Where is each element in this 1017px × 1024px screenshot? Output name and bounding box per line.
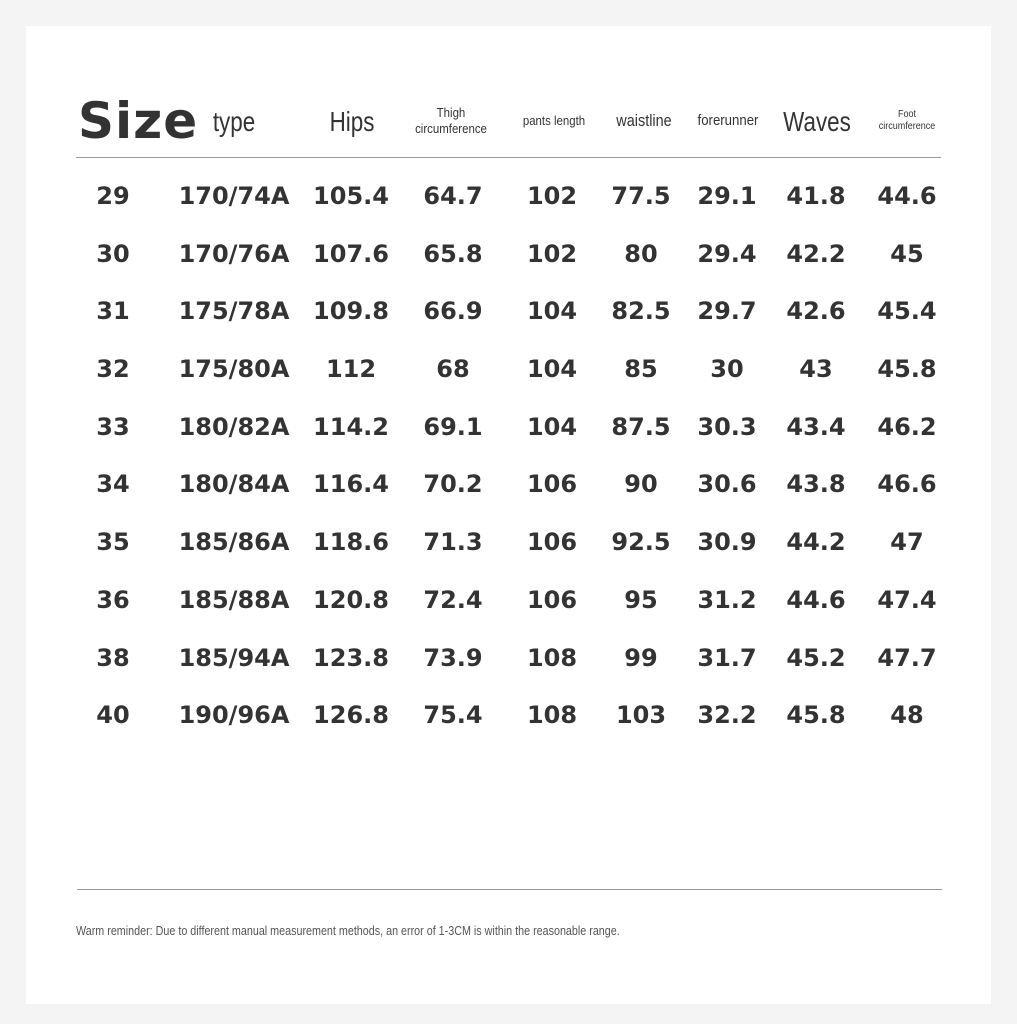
cell-thigh: 64.7 [423, 182, 483, 210]
warm-reminder-note: Warm reminder: Due to different manual measurement methods, an error of 1-3CM is within the reasonable range. [76, 924, 620, 938]
cell-size: 32 [96, 355, 130, 384]
cell-waistline: 103 [615, 701, 667, 730]
footer-divider [77, 889, 942, 890]
cell-hips: 118.6 [313, 528, 389, 557]
cell-pants-length: 104 [526, 355, 578, 384]
cell-waves: 43.4 [786, 412, 846, 441]
cell-thigh: 66.9 [423, 297, 483, 326]
cell-thigh: 72.4 [423, 585, 483, 614]
table-row [26, 687, 991, 745]
cell-pants-length: 104 [526, 297, 578, 326]
table-row [26, 456, 991, 514]
cell-thigh: 65.8 [423, 239, 483, 268]
cell-waistline: 82.5 [611, 297, 671, 326]
cell-foot: 47 [890, 528, 924, 557]
cell-waistline: 99 [624, 643, 658, 672]
cell-size: 30 [96, 239, 130, 268]
table-row [26, 572, 991, 630]
cell-foot: 45.4 [877, 297, 937, 326]
cell-waves: 45.8 [786, 701, 846, 730]
cell-waves: 44.2 [786, 528, 846, 557]
cell-waves: 44.6 [786, 585, 846, 614]
cell-forerunner: 30.3 [697, 412, 757, 441]
cell-waistline: 95 [624, 585, 658, 614]
cell-thigh: 68 [436, 355, 470, 384]
cell-pants-length: 104 [526, 412, 578, 441]
cell-waves: 42.2 [786, 239, 846, 268]
cell-hips: 107.6 [313, 239, 389, 268]
header-type: type [212, 105, 256, 137]
cell-hips: 112 [325, 355, 377, 384]
cell-thigh: 69.1 [423, 412, 483, 441]
header-waistline: waistline [616, 111, 672, 131]
table-row [26, 283, 991, 341]
cell-foot: 47.7 [877, 643, 937, 672]
cell-forerunner: 29.4 [697, 239, 757, 268]
cell-type: 185/88A [178, 585, 290, 614]
cell-type: 175/80A [178, 355, 290, 384]
cell-forerunner: 30.9 [697, 528, 757, 557]
cell-waistline: 80 [624, 239, 658, 268]
cell-waves: 43 [799, 355, 833, 384]
cell-size: 40 [96, 701, 130, 730]
cell-pants-length: 106 [526, 585, 578, 614]
cell-waves: 43.8 [786, 470, 846, 499]
cell-hips: 116.4 [313, 470, 389, 499]
cell-thigh: 71.3 [423, 528, 483, 557]
cell-type: 180/82A [178, 412, 290, 441]
cell-waistline: 87.5 [611, 412, 671, 441]
cell-hips: 123.8 [313, 643, 389, 672]
header-pants-length: pants length [522, 112, 586, 128]
cell-pants-length: 106 [526, 528, 578, 557]
cell-forerunner: 29.7 [697, 297, 757, 326]
header-forerunner: forerunner [697, 111, 759, 129]
cell-thigh: 73.9 [423, 643, 483, 672]
cell-pants-length: 108 [526, 701, 578, 730]
cell-foot: 44.6 [877, 182, 937, 210]
cell-forerunner: 31.7 [697, 643, 757, 672]
cell-type: 185/94A [178, 643, 290, 672]
cell-type: 180/84A [178, 470, 290, 499]
cell-hips: 126.8 [313, 701, 389, 730]
cell-hips: 109.8 [313, 297, 389, 326]
header-divider [76, 157, 941, 158]
cell-waistline: 77.5 [611, 182, 671, 210]
header-waves: Waves [783, 105, 851, 137]
cell-waistline: 92.5 [611, 528, 671, 557]
cell-waistline: 85 [624, 355, 658, 384]
table-body [26, 168, 991, 745]
table-row [26, 630, 991, 688]
header-hips: Hips [329, 105, 375, 137]
cell-hips: 105.4 [313, 182, 389, 210]
cell-forerunner: 29.1 [697, 182, 757, 210]
cell-size: 31 [96, 297, 130, 326]
cell-forerunner: 30.6 [697, 470, 757, 499]
cell-foot: 46.2 [877, 412, 937, 441]
header-thigh-circumference: Thigh circumference [415, 104, 487, 136]
cell-waistline: 90 [624, 470, 658, 499]
cell-waves: 45.2 [786, 643, 846, 672]
cell-type: 185/86A [178, 528, 290, 557]
cell-foot: 45 [890, 239, 924, 268]
cell-type: 170/76A [178, 239, 290, 268]
table-row [26, 168, 991, 226]
cell-thigh: 70.2 [423, 470, 483, 499]
cell-pants-length: 108 [526, 643, 578, 672]
size-chart-card [26, 26, 991, 1004]
cell-size: 34 [96, 470, 130, 499]
header-foot-circumference: Foot circumference [878, 108, 936, 132]
cell-pants-length: 106 [526, 470, 578, 499]
cell-waves: 41.8 [786, 182, 846, 210]
cell-pants-length: 102 [526, 182, 578, 210]
table-row [26, 514, 991, 572]
cell-size: 29 [96, 182, 130, 210]
cell-foot: 48 [890, 701, 924, 730]
cell-size: 35 [96, 528, 130, 557]
cell-hips: 120.8 [313, 585, 389, 614]
table-row [26, 399, 991, 457]
cell-pants-length: 102 [526, 239, 578, 268]
table-row [26, 341, 991, 399]
cell-foot: 47.4 [877, 585, 937, 614]
cell-foot: 45.8 [877, 355, 937, 384]
cell-waves: 42.6 [786, 297, 846, 326]
cell-size: 36 [96, 585, 130, 614]
cell-type: 190/96A [178, 701, 290, 730]
cell-thigh: 75.4 [423, 701, 483, 730]
table-row [26, 226, 991, 284]
cell-type: 175/78A [178, 297, 290, 326]
cell-forerunner: 30 [710, 355, 744, 384]
cell-type: 170/74A [178, 182, 290, 210]
cell-forerunner: 32.2 [697, 701, 757, 730]
cell-size: 33 [96, 412, 130, 441]
cell-forerunner: 31.2 [697, 585, 757, 614]
cell-foot: 46.6 [877, 470, 937, 499]
cell-size: 38 [96, 643, 130, 672]
table-header [26, 26, 991, 158]
header-size: Size [78, 91, 199, 150]
cell-hips: 114.2 [313, 412, 389, 441]
